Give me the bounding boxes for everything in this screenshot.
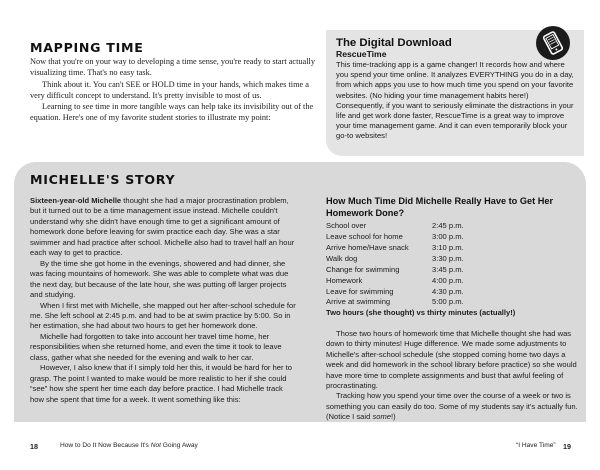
schedule-time: 5:00 p.m. bbox=[432, 297, 464, 307]
schedule-total: Two hours (she thought) vs thirty minutes (actually!) bbox=[326, 308, 516, 318]
story-paragraph: When I first met with Michelle, she mapped out her after-school schedule for me. She left school at 2:45 p.m. and had to be at swim practice by 5:00. So in her estimation, she had about two hours to get her homework done. bbox=[30, 300, 296, 331]
mapping-paragraph: Now that you're on your way to developing a time sense, you're ready to start actually visualizing time. That's no easy task. bbox=[30, 57, 316, 78]
schedule-activity: Leave for swimming bbox=[326, 286, 394, 296]
right-running-title: “I Have Time” bbox=[516, 442, 556, 449]
schedule-activity: Arrive at swimming bbox=[326, 297, 391, 307]
schedule-row bbox=[326, 265, 578, 276]
digital-download-subtitle: RescueTime bbox=[336, 49, 387, 59]
story-lead-text: thought she had a major procrastination problem, but it turned out to be a time management issue instead. Michelle couldn't understand why she didn't have enough time to get a significant amount of homework done before leaving for swim practice each day. She was a star swimmer and had practice after school. Michelle also had to travel half an hour each way to get to practice. bbox=[30, 196, 295, 258]
mapping-time-section bbox=[30, 40, 322, 124]
schedule-row bbox=[326, 287, 578, 298]
schedule-time: 3:10 p.m. bbox=[432, 242, 464, 252]
schedule-activity: Arrive home/Have snack bbox=[326, 242, 409, 252]
story-paragraph: Those two hours of homework time that Michelle thought she had was down to thirty minutes! Huge difference. We made some adjustments to Michelle's after-school schedule (she stopped coming home two days a week and did homework in the school library before practice) so she would have more time to complete assignments and bust that awful feeling of procrastinating. bbox=[326, 328, 577, 391]
story-heading: MICHELLE'S STORY bbox=[30, 172, 176, 187]
schedule-activity: Leave school for home bbox=[326, 232, 403, 242]
schedule-time: 4:00 p.m. bbox=[432, 275, 464, 285]
schedule-time: 3:30 p.m. bbox=[432, 253, 464, 263]
schedule-activity: Homework bbox=[326, 275, 363, 285]
schedule-title: How Much Time Did Michelle Really Have to Get Her Homework Done? bbox=[326, 196, 554, 218]
schedule-row bbox=[326, 232, 578, 243]
schedule-activity: Walk dog bbox=[326, 253, 358, 263]
left-title-emphasis: Not bbox=[150, 442, 161, 449]
schedule-time: 3:00 p.m. bbox=[432, 232, 464, 242]
story-paragraph: By the time she got home in the evenings, showered and had dinner, she was facing mountains of homework. She was able to complete what was due the next day, but because of the late hour, she was putting off larger projects and studying. bbox=[30, 258, 289, 300]
schedule-row bbox=[326, 254, 578, 265]
story-final-end: !) bbox=[391, 412, 396, 422]
left-title-part: Going Away bbox=[160, 442, 198, 449]
schedule-row bbox=[326, 243, 578, 254]
story-paragraph: Michelle had forgotten to take into account her travel time home, her responsibilities when she returned home, and even the time it took to leave class, gather what she needed for the evening and walk to her car. bbox=[30, 331, 282, 362]
digital-download-body: This time-tracking app is a game changer! It records how and where you spend your time online. It analyzes EVERYTHING you do in a day, from which apps you use to how much time you spend on your favorite websites. (No hiding your time management habits here!) Consequently, if you want to seriously eliminate the distractions in your life and get work done faster, RescueTime is a great way to improve your time management game. And it can even temporarily block your go-to websites! bbox=[336, 60, 574, 141]
mapping-paragraph: Think about it. You can't SEE or HOLD time in your hands, which makes time a very difficult concept to understand. It's pretty invisible to most of us. bbox=[30, 79, 309, 100]
schedule-time: 4:30 p.m. bbox=[432, 286, 464, 296]
story-lead-bold: Sixteen-year-old Michelle bbox=[30, 196, 122, 205]
story-paragraph: However, I also knew that if I simply told her this, it would be hard for her to grasp. The point I wanted to make would be more realistic to her if she could “see” how she spent her time each day before practice. I had Michelle track how she spent that time for a week. It went something like this: bbox=[30, 363, 292, 404]
schedule-row bbox=[326, 276, 578, 287]
story-right-column bbox=[326, 196, 578, 423]
schedule-row bbox=[326, 297, 578, 308]
left-title-part: How to Do It Now Because It's bbox=[60, 442, 151, 449]
story-final-text: Tracking how you spend your time over the course of a week or two is something you can easily do too. Some of my students say it's actually fun. (Notice I said bbox=[326, 391, 578, 422]
mapping-paragraph: Learning to see time in more tangible ways can help take its invisibility out of the equation. Here's one of my favorite student stories to illustrate my point: bbox=[30, 102, 314, 123]
digital-download-title: The Digital Download bbox=[336, 37, 452, 49]
tablet-icon bbox=[536, 26, 570, 60]
left-page-number: 18 bbox=[30, 442, 38, 451]
schedule-time: 3:45 p.m. bbox=[432, 264, 464, 274]
schedule-activity: School over bbox=[326, 221, 367, 231]
story-left-column bbox=[30, 196, 296, 405]
left-running-title bbox=[60, 442, 198, 449]
right-page-number: 19 bbox=[563, 442, 571, 451]
schedule-activity: Change for swimming bbox=[326, 264, 400, 274]
paragraph-gap bbox=[326, 319, 578, 329]
story-final-paragraph bbox=[326, 391, 578, 422]
mapping-time-heading: MAPPING TIME bbox=[30, 40, 144, 55]
schedule-row bbox=[326, 221, 578, 232]
schedule-time: 2:45 p.m. bbox=[432, 221, 464, 231]
story-lead-paragraph bbox=[30, 196, 296, 259]
story-final-emphasis: some bbox=[372, 412, 392, 422]
